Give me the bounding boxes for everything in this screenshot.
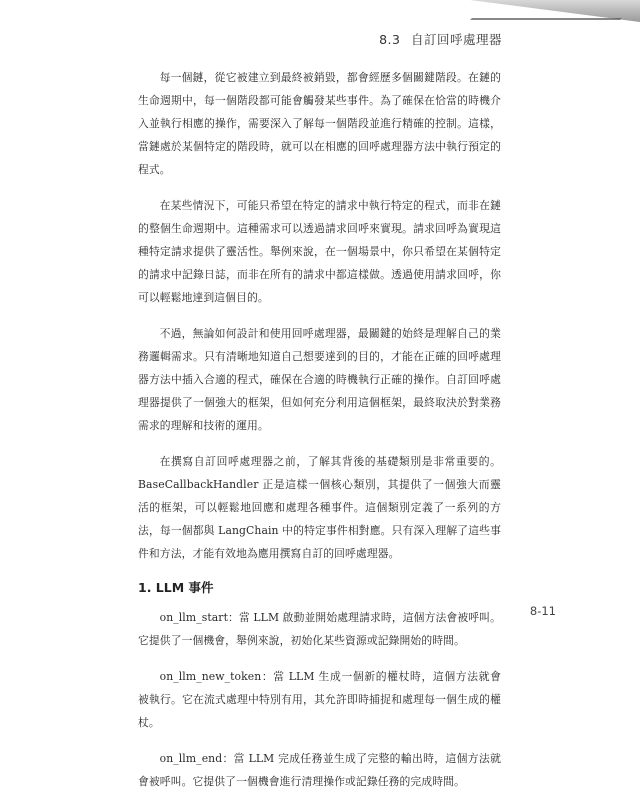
- subsection-heading: 1. LLM 事件: [138, 580, 214, 595]
- running-header: [379, 30, 502, 48]
- body-paragraph: 在某些情況下，可能只希望在特定的請求中執行特定的程式，而非在鏈的整個生命週期中。這種需求可以透過請求回呼來實現。請求回呼為實現這種特定請求提供了靈活性。舉例來說，在一個場景中，你只希望在某個特定的請求中記錄日誌，而非在所有的請求中都這樣做。透過使用請求回呼，你可以輕鬆地達到這個目的。: [138, 199, 501, 304]
- body-paragraph: 每一個鏈，從它被建立到最終被銷毀，都會經歷多個關鍵階段。在鏈的生命週期中，每一個階段都可能會觸發某些事件。為了確保在恰當的時機介入並執行相應的操作，需要深入了解每一個階段並進行精確的控制。這樣，當鏈處於某個特定的階段時，就可以在相應的回呼處理器方法中執行預定的程式。: [138, 71, 501, 176]
- event-paragraph-llm-end: on_llm_end：當 LLM 完成任務並生成了完整的輸出時，這個方法就會被呼叫。它提供了一個機會進行清理操作或記錄任務的完成時間。: [138, 752, 501, 788]
- page-number: 8-11: [529, 604, 556, 618]
- section-number: 8.3: [379, 32, 401, 47]
- page-corner-line: [470, 0, 640, 20]
- body-paragraph: 在撰寫自訂回呼處理器之前，了解其背後的基礎類別是非常重要的。BaseCallbackHandler 正是這樣一個核心類別，其提供了一個強大而靈活的框架，可以輕鬆地回應和處理各種事件。這個類別定義了一系列的方法，每一個都與 LangChain 中的特定事件相對應。只有深入理解了這些事件和方法，才能有效地為應用撰寫自訂的回呼處理器。: [138, 455, 501, 560]
- event-paragraph-llm-new-token: on_llm_new_token：當 LLM 生成一個新的權杖時，這個方法就會被執行。它在流式處理中特別有用，其允許即時捕捉和處理每一個生成的權杖。: [138, 670, 501, 729]
- section-title: 自訂回呼處理器: [410, 32, 502, 47]
- page-body: [138, 66, 501, 806]
- body-paragraph: 不過，無論如何設計和使用回呼處理器，最關鍵的始終是理解自己的業務邏輯需求。只有清晰地知道自己想要達到的目的，才能在正確的回呼處理器方法中插入合適的程式，確保在合適的時機執行正確的操作。自訂回呼處理器提供了一個強大的框架，但如何充分利用這個框架，最終取決於對業務需求的理解和技術的運用。: [138, 327, 501, 432]
- event-paragraph-llm-start: on_llm_start：當 LLM 啟動並開始處理請求時，這個方法會被呼叫。它提供了一個機會，舉例來說，初始化某些資源或記錄開始的時間。: [138, 611, 501, 647]
